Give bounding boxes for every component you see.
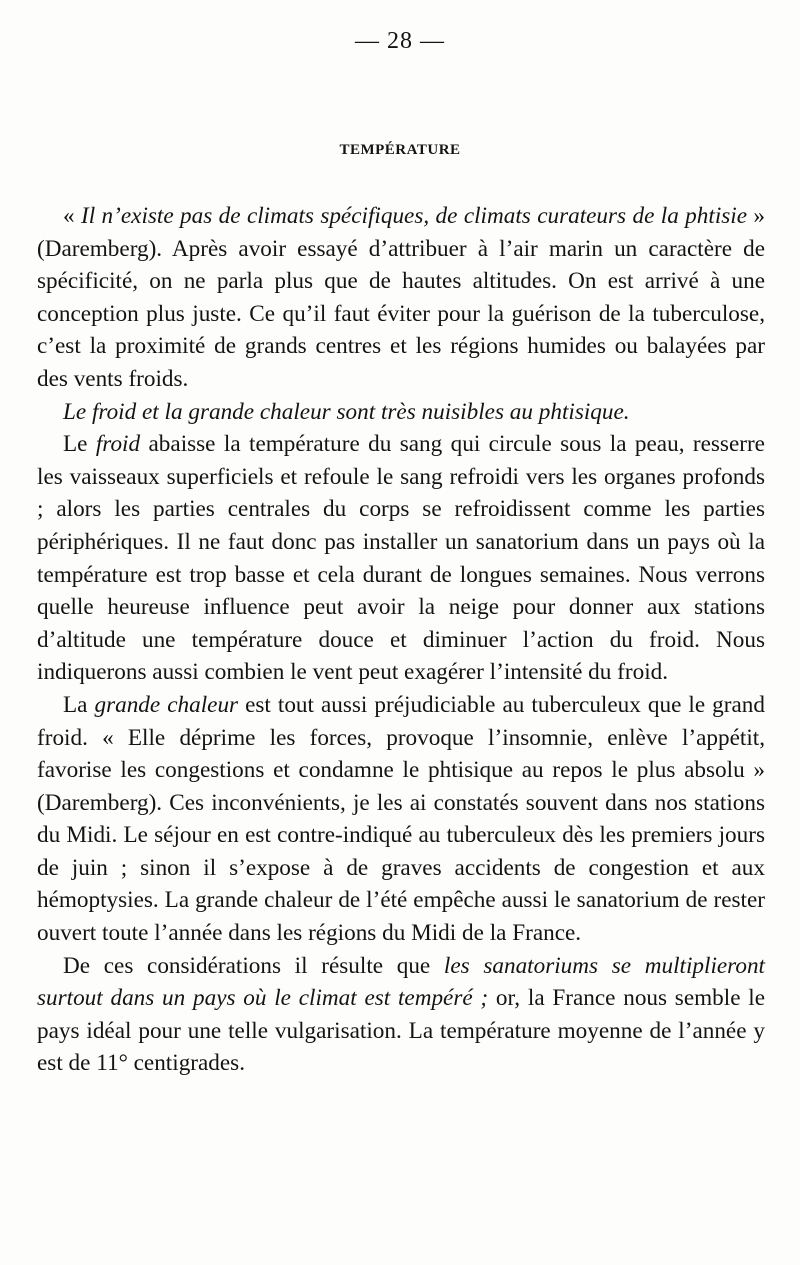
italic-quote: Il n’existe pas de climats spécifiques, de climats curateurs de la phtisie — [81, 203, 748, 229]
text-run: La — [63, 691, 95, 718]
section-heading: TEMPÉRATURE — [339, 142, 461, 158]
body-text — [37, 200, 765, 1080]
italic-term: grande chaleur — [94, 691, 239, 718]
italic-term: froid — [95, 431, 141, 458]
text-run: abaisse la température du sang qui circule sous la peau, resserre les vaisseaux superficiels et refoule le sang refroidi vers les organes profonds ; alors les parties centrales du corps se refroidissent comme les parties périphériques. Il ne faut donc pas installer un sanatorium dans un pays où la température est trop basse et cela durant de longues semaines. Nous verrons quelle heureuse influence peut avoir la neige pour donner aux stations d’altitude une température douce et diminuer l’action du froid. Nous indiquerons aussi combien le vent peut exagérer l’intensité du froid. — [37, 431, 765, 686]
text-run: De ces considérations il résulte que — [63, 952, 444, 979]
text-run: Le — [63, 431, 96, 458]
paragraph-intro — [37, 200, 765, 396]
text-run: « — [63, 203, 81, 229]
paragraph-cold — [37, 428, 765, 689]
italic-conclusion: les sanatoriums se multiplieront surtout dans un pays où le climat est tempéré ; — [37, 952, 765, 1012]
text-run: est tout aussi préjudiciable au tuberculeux que le grand froid. « Elle déprime les forces, provoque l’insomnie, enlève l’appétit, favorise les congestions et condamne le phtisique au repos le plus absolu » (Daremberg). Ces inconvénients, je les ai constatés souvent dans nos stations du Midi. Le séjour en est contre-indiqué au tuberculeux dès les premiers jours de juin ; sinon il s’expose à de graves accidents de congestion et aux hémoptysies. La grande chaleur de l’été empêche aussi le sanatorium de rester ouvert toute l’année dans les régions du Midi de la France. — [37, 691, 765, 947]
paragraph-conclusion — [37, 950, 765, 1080]
paragraph-thesis — [37, 396, 765, 429]
text-run: » (Daremberg). Après avoir essayé d’attribuer à l’air marin un caractère de spécificité, on ne parla plus que de hautes altitudes. On est arrivé à une conception plus juste. Ce qu’il faut éviter pour la guérison de la tuberculose, c’est la proximité de grands centres et les régions humides ou balayées par des vents froids. — [37, 203, 766, 392]
italic-thesis: Le froid et la grande chaleur sont très nuisibles au phtisique. — [63, 398, 630, 425]
text-run: or, la France nous semble le pays idéal pour une telle vulgarisation. La température moyenne de l’année y est de 11° centigrades. — [37, 985, 765, 1077]
page-number: — 28 — — [355, 28, 445, 54]
paragraph-heat — [37, 689, 765, 950]
